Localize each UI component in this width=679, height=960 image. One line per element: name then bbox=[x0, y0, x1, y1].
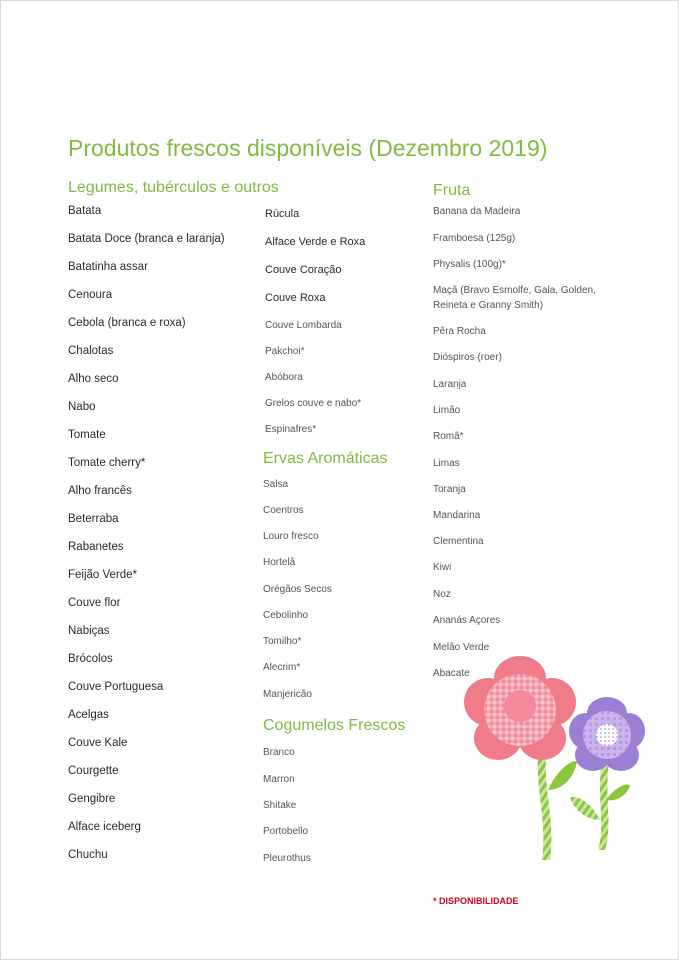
list-item: Abóbora bbox=[265, 372, 303, 383]
list-item: Framboesa (125g) bbox=[433, 233, 516, 244]
list-item: Acelgas bbox=[68, 709, 109, 721]
list-item: Melão Verde bbox=[433, 642, 490, 653]
list-item: Tomilho* bbox=[263, 636, 302, 647]
list-item: Nabiças bbox=[68, 625, 110, 637]
list-item: Limão bbox=[433, 405, 461, 416]
list-item: Orégãos Secos bbox=[263, 584, 332, 595]
list-item: Grelos couve e nabo* bbox=[265, 398, 362, 409]
list-item: Toranja bbox=[433, 484, 466, 495]
list-item: Physalis (100g)* bbox=[433, 259, 506, 270]
list-item: Alecrim* bbox=[263, 662, 301, 673]
list-item: Rúcula bbox=[265, 208, 300, 220]
list-item: Clementina bbox=[433, 536, 484, 547]
list-item: Tomate cherry* bbox=[68, 457, 146, 469]
list-item: Batatinha assar bbox=[68, 261, 148, 273]
list-item: Beterraba bbox=[68, 513, 119, 525]
list-item: Feijão Verde* bbox=[68, 569, 138, 581]
list-item: Chuchu bbox=[68, 849, 108, 861]
list-item: Maçã (Bravo Esmolfe, Gala, Golden, bbox=[433, 285, 596, 296]
list-item: Salsa bbox=[263, 479, 289, 490]
availability-footnote: * DISPONIBILIDADE bbox=[433, 896, 519, 906]
list-item: Limas bbox=[433, 458, 460, 469]
flowers-illustration-icon bbox=[462, 650, 652, 870]
list-item: Reineta e Granny Smith) bbox=[433, 300, 544, 311]
fruta-heading: Fruta bbox=[433, 182, 471, 199]
list-item: Hortelã bbox=[263, 557, 296, 568]
list-item: Shitake bbox=[263, 800, 297, 811]
list-item: Espinafres* bbox=[265, 424, 317, 435]
list-item: Manjericão bbox=[263, 689, 312, 700]
list-item: Alface Verde e Roxa bbox=[265, 236, 366, 248]
list-item: Tomate bbox=[68, 429, 106, 441]
list-item: Couve Portuguesa bbox=[68, 681, 164, 693]
cogumelos-heading: Cogumelos Frescos bbox=[263, 717, 406, 734]
list-item: Couve Lombarda bbox=[265, 320, 342, 331]
list-item: Coentros bbox=[263, 505, 304, 516]
list-item: Pakchoi* bbox=[265, 346, 305, 357]
list-item: Couve Coração bbox=[265, 264, 342, 276]
list-item: Marron bbox=[263, 774, 295, 785]
list-item: Cebolinho bbox=[263, 610, 309, 621]
list-item: Cenoura bbox=[68, 289, 113, 301]
list-item: Couve flor bbox=[68, 597, 121, 609]
list-item: Courgette bbox=[68, 765, 119, 777]
list-item: Couve Kale bbox=[68, 737, 128, 749]
list-item: Mandarina bbox=[433, 510, 481, 521]
list-item: Noz bbox=[433, 589, 451, 600]
list-item: Alho francês bbox=[68, 485, 132, 497]
list-item: Louro fresco bbox=[263, 531, 319, 542]
list-item: Couve Roxa bbox=[265, 292, 326, 304]
list-item: Laranja bbox=[433, 379, 467, 390]
list-item: Pêra Rocha bbox=[433, 326, 486, 337]
list-item: Batata bbox=[68, 205, 102, 217]
list-item: Gengibre bbox=[68, 793, 116, 805]
list-item: Alface iceberg bbox=[68, 821, 141, 833]
list-item: Abacate bbox=[433, 668, 470, 679]
page-title: Produtos frescos disponíveis (Dezembro 2019) bbox=[68, 135, 548, 161]
list-item: Pleurothus bbox=[263, 853, 311, 864]
list-item: Kiwi bbox=[433, 562, 452, 573]
list-item: Dióspiros (roer) bbox=[433, 352, 502, 363]
list-item: Banana da Madeira bbox=[433, 206, 521, 217]
list-item: Brócolos bbox=[68, 653, 113, 665]
list-item: Portobello bbox=[263, 826, 309, 837]
list-item: Chalotas bbox=[68, 345, 114, 357]
list-item: Nabo bbox=[68, 401, 96, 413]
legumes-heading: Legumes, tubérculos e outros bbox=[68, 179, 279, 196]
list-item: Romã* bbox=[433, 431, 464, 442]
list-item: Cebola (branca e roxa) bbox=[68, 317, 186, 329]
ervas-heading: Ervas Aromáticas bbox=[263, 450, 388, 467]
list-item: Ananás Açores bbox=[433, 615, 501, 626]
list-item: Batata Doce (branca e laranja) bbox=[68, 233, 225, 245]
list-item: Rabanetes bbox=[68, 541, 124, 553]
list-item: Alho seco bbox=[68, 373, 119, 385]
list-item: Branco bbox=[263, 747, 295, 758]
